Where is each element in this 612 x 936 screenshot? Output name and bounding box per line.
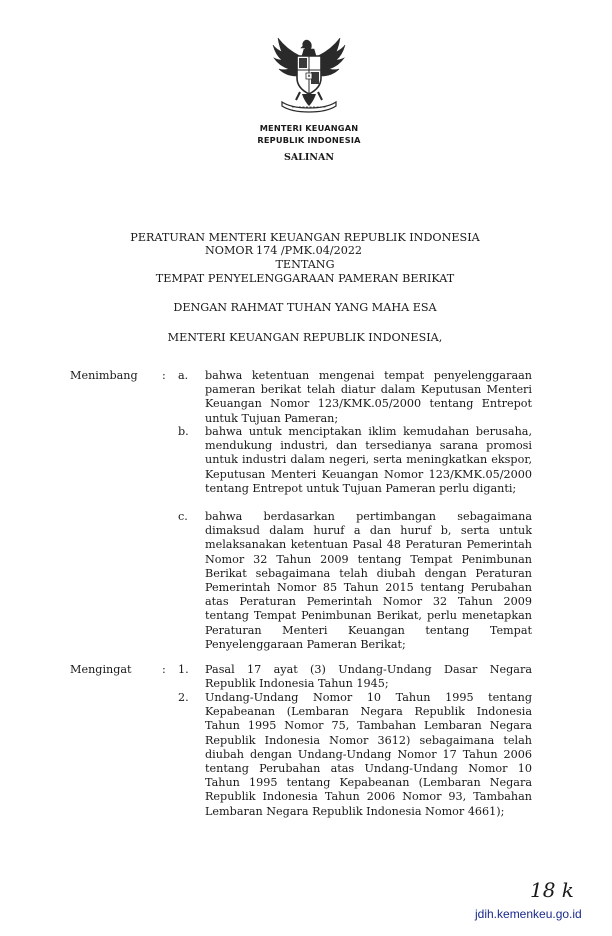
ministry-name-line-2: REPUBLIK INDONESIA (257, 135, 361, 145)
mengingat-colon: : (162, 663, 166, 676)
menimbang-colon: : (162, 369, 166, 382)
ministry-name-line-1: MENTERI KEUANGAN (259, 123, 359, 133)
mengingat-item-marker: 2. (178, 691, 189, 704)
copy-label: SALINAN (283, 152, 335, 163)
menimbang-item-marker: a. (178, 369, 189, 382)
menimbang-item-marker: b. (178, 425, 189, 438)
mengingat-label: Mengingat (70, 663, 132, 676)
mengingat-item-text: Undang-Undang Nomor 10 Tahun 1995 tentang Kepabeanan (Lembaran Negara Republik Indonesia Tahun 1995 Nomor 75, Tambahan Lembaran Negara Republik Indonesia Nomor 3612) sebagaimana telah diubah dengan Undang-Undang Nomor 17 Tahun 2006 tentang Perubahan atas Undang-Undang Nomor 10 Tahun 1995 tentang Kepabeanan (Lembaran Negara Republik Indonesia Tahun 2006 Nomor 93, Tambahan Lembaran Negara Republik Indonesia Nomor 4661); (205, 691, 532, 818)
menimbang-item-text: bahwa berdasarkan pertimbangan sebagaimana dimaksud dalam huruf a dan huruf b, serta untuk melaksanakan ketentuan Pasal 48 Peraturan Pemerintah Nomor 32 Tahun 2009 tentang Tempat Penimbunan Berikat sebagaimana telah diubah dengan Peraturan Pemerintah Nomor 85 Tahun 2015 tentang Perubahan atas Peraturan Pemerintah Nomor 32 Tahun 2009 tentang Tempat Penimbunan Berikat, perlu menetapkan Peraturan Menteri Keuangan tentang Tempat Penyelenggaraan Pameran Berikat; (205, 510, 532, 651)
blessing-line: DENGAN RAHMAT TUHAN YANG MAHA ESA (173, 301, 437, 314)
mengingat-item-marker: 1. (178, 663, 189, 676)
regulation-number: 174 /PMK.04/2022 (256, 244, 363, 257)
mengingat-item-text: Pasal 17 ayat (3) Undang-Undang Dasar Negara Republik Indonesia Tahun 1945; (205, 663, 532, 691)
regulation-title: PERATURAN MENTERI KEUANGAN REPUBLIK INDONESIA (130, 231, 480, 244)
regulation-about: TENTANG (275, 258, 335, 271)
garuda-emblem-icon (270, 34, 348, 120)
menimbang-item-text: bahwa ketentuan mengenai tempat penyelenggaraan pameran berikat telah diatur dalam Keputusan Menteri Keuangan Nomor 123/KMK.05/2000 tentang Entrepot untuk Tujuan Pameran; (205, 369, 532, 425)
menimbang-item-text: bahwa untuk menciptakan iklim kemudahan berusaha, mendukung industri, dan tersedianya sarana promosi untuk industri dalam negeri, serta meningkatkan ekspor, Keputusan Menteri Keuangan Nomor 123/KMK.05/2000 tentang Entrepot untuk Tujuan Pameran perlu diganti; (205, 425, 532, 495)
issuer-line: MENTERI KEUANGAN REPUBLIK INDONESIA, (167, 331, 443, 344)
menimbang-item-marker: c. (178, 510, 188, 523)
initials-signature: 18 k (530, 878, 574, 902)
regulation-number-prefix: NOMOR (205, 244, 254, 257)
menimbang-label: Menimbang (70, 369, 138, 382)
source-watermark: jdih.kemenkeu.go.id (475, 907, 582, 921)
regulation-subject: TEMPAT PENYELENGGARAAN PAMERAN BERIKAT (155, 272, 455, 285)
